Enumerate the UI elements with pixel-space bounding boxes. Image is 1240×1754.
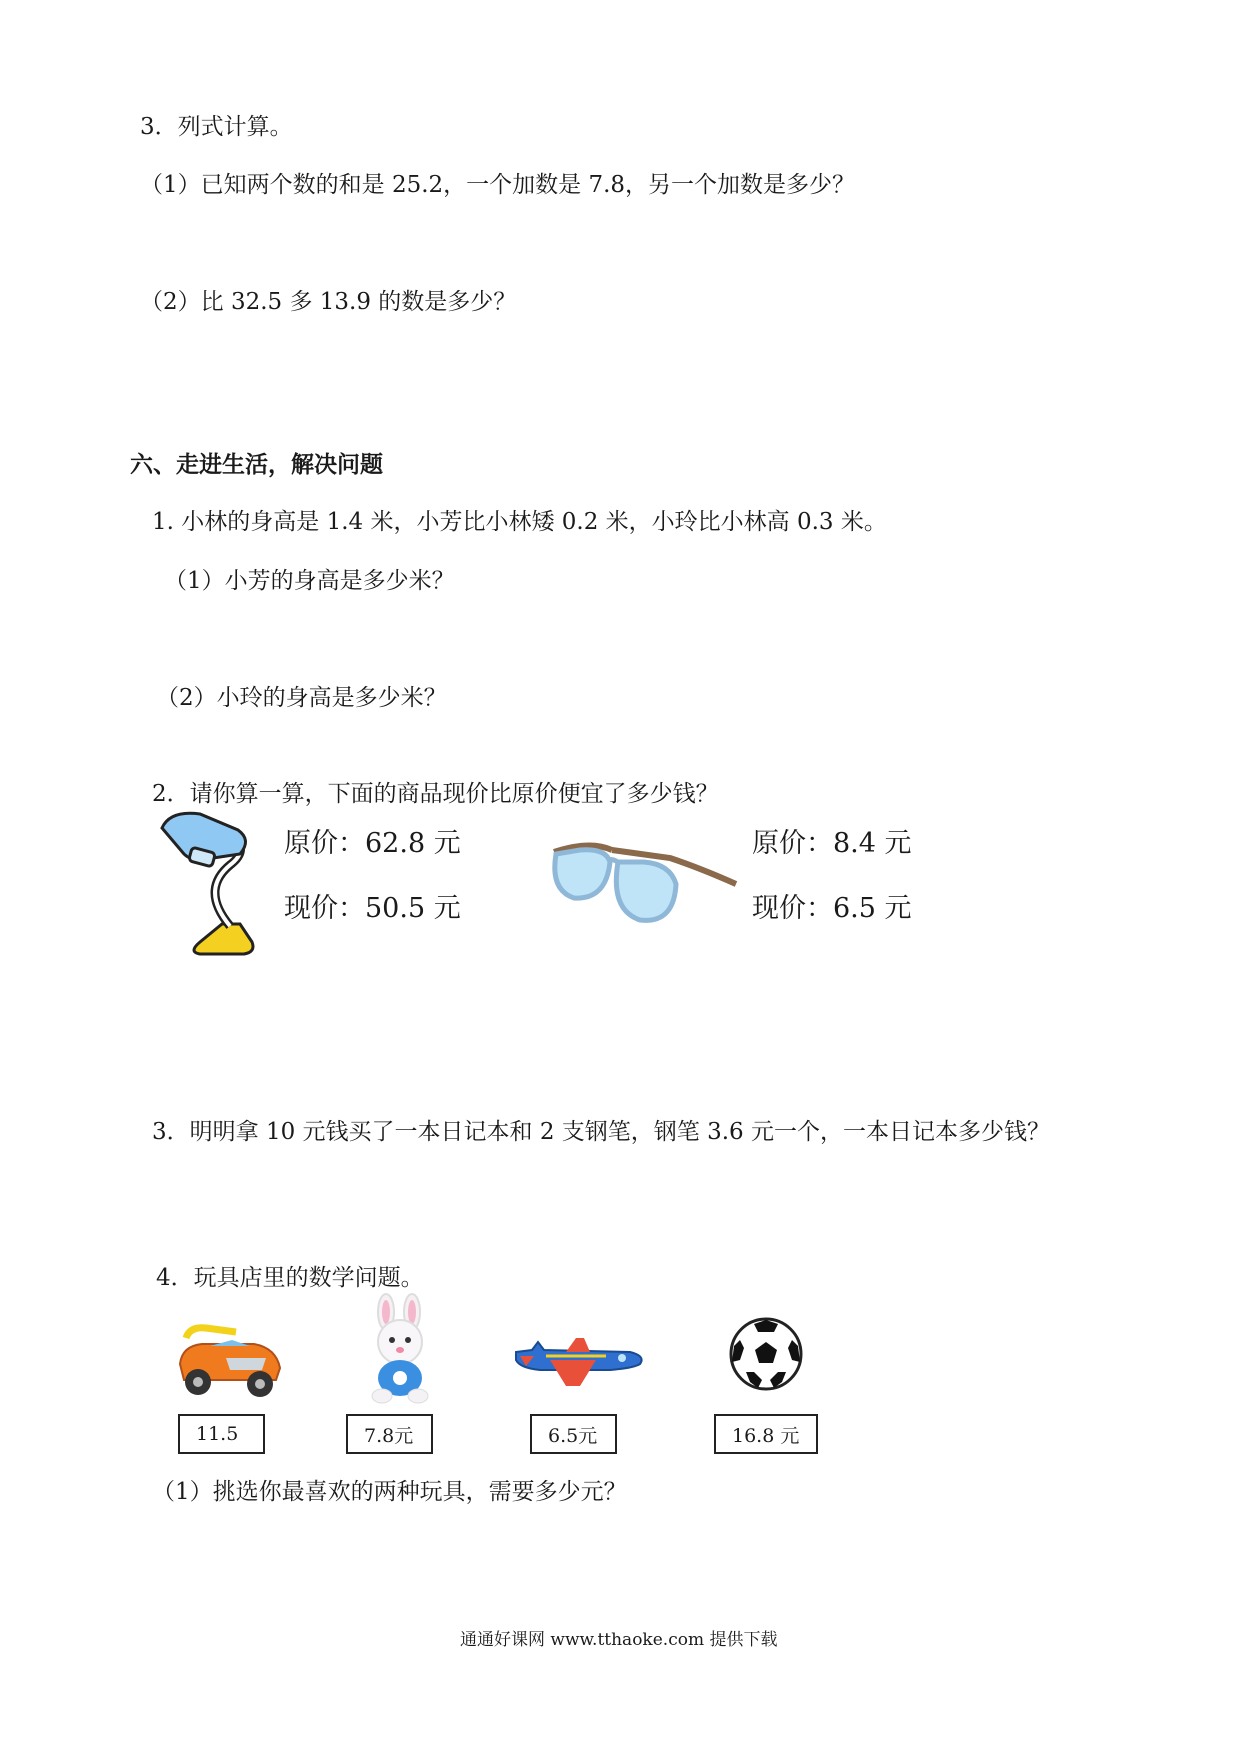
q1-sub2: （2）小玲的身高是多少米？ xyxy=(156,685,447,711)
soccer-ball-icon xyxy=(728,1316,804,1392)
glasses-icon xyxy=(550,840,740,932)
toy-airplane-icon xyxy=(510,1326,648,1394)
glasses-original-price: 原价：8.4 元 xyxy=(752,828,912,859)
q1-sub1: （1）小芳的身高是多少米？ xyxy=(164,568,455,594)
lamp-original-price: 原价：62.8 元 xyxy=(284,828,461,859)
q3-text: 3．明明拿 10 元钱买了一本日记本和 2 支钢笔，钢笔 3.6 元一个，一本日记本多少钱？ xyxy=(152,1119,1050,1145)
q1-text: 1. 小林的身高是 1.4 米，小芳比小林矮 0.2 米，小玲比小林高 0.3 米。 xyxy=(152,509,887,535)
q4-sub1: （1）挑选你最喜欢的两种玩具，需要多少元？ xyxy=(152,1479,627,1505)
toy-price-car: 11.5 xyxy=(178,1414,265,1454)
q3-sub2: （2）比 32.5 多 13.9 的数是多少？ xyxy=(140,289,517,315)
lamp-current-price: 现价：50.5 元 xyxy=(284,893,461,924)
section-title: 六、走进生活，解决问题 xyxy=(130,452,383,478)
q3-title: 3．列式计算。 xyxy=(140,114,293,140)
desk-lamp-icon xyxy=(160,810,270,960)
toy-price-ball: 16.8 元 xyxy=(714,1414,818,1454)
q4-text: 4．玩具店里的数学问题。 xyxy=(156,1265,424,1291)
q3-sub1: （1）已知两个数的和是 25.2，一个加数是 7.8，另一个加数是多少？ xyxy=(140,172,856,198)
footer-text: 通通好课网 www.tthaoke.com 提供下载 xyxy=(460,1630,778,1650)
glasses-current-price: 现价：6.5 元 xyxy=(752,893,912,924)
q2-text: 2．请你算一算，下面的商品现价比原价便宜了多少钱？ xyxy=(152,781,719,807)
toy-price-rabbit: 7.8元 xyxy=(346,1414,433,1454)
toy-car-icon xyxy=(176,1318,284,1400)
toy-rabbit-icon xyxy=(360,1294,440,1404)
toy-price-airplane: 6.5元 xyxy=(530,1414,617,1454)
